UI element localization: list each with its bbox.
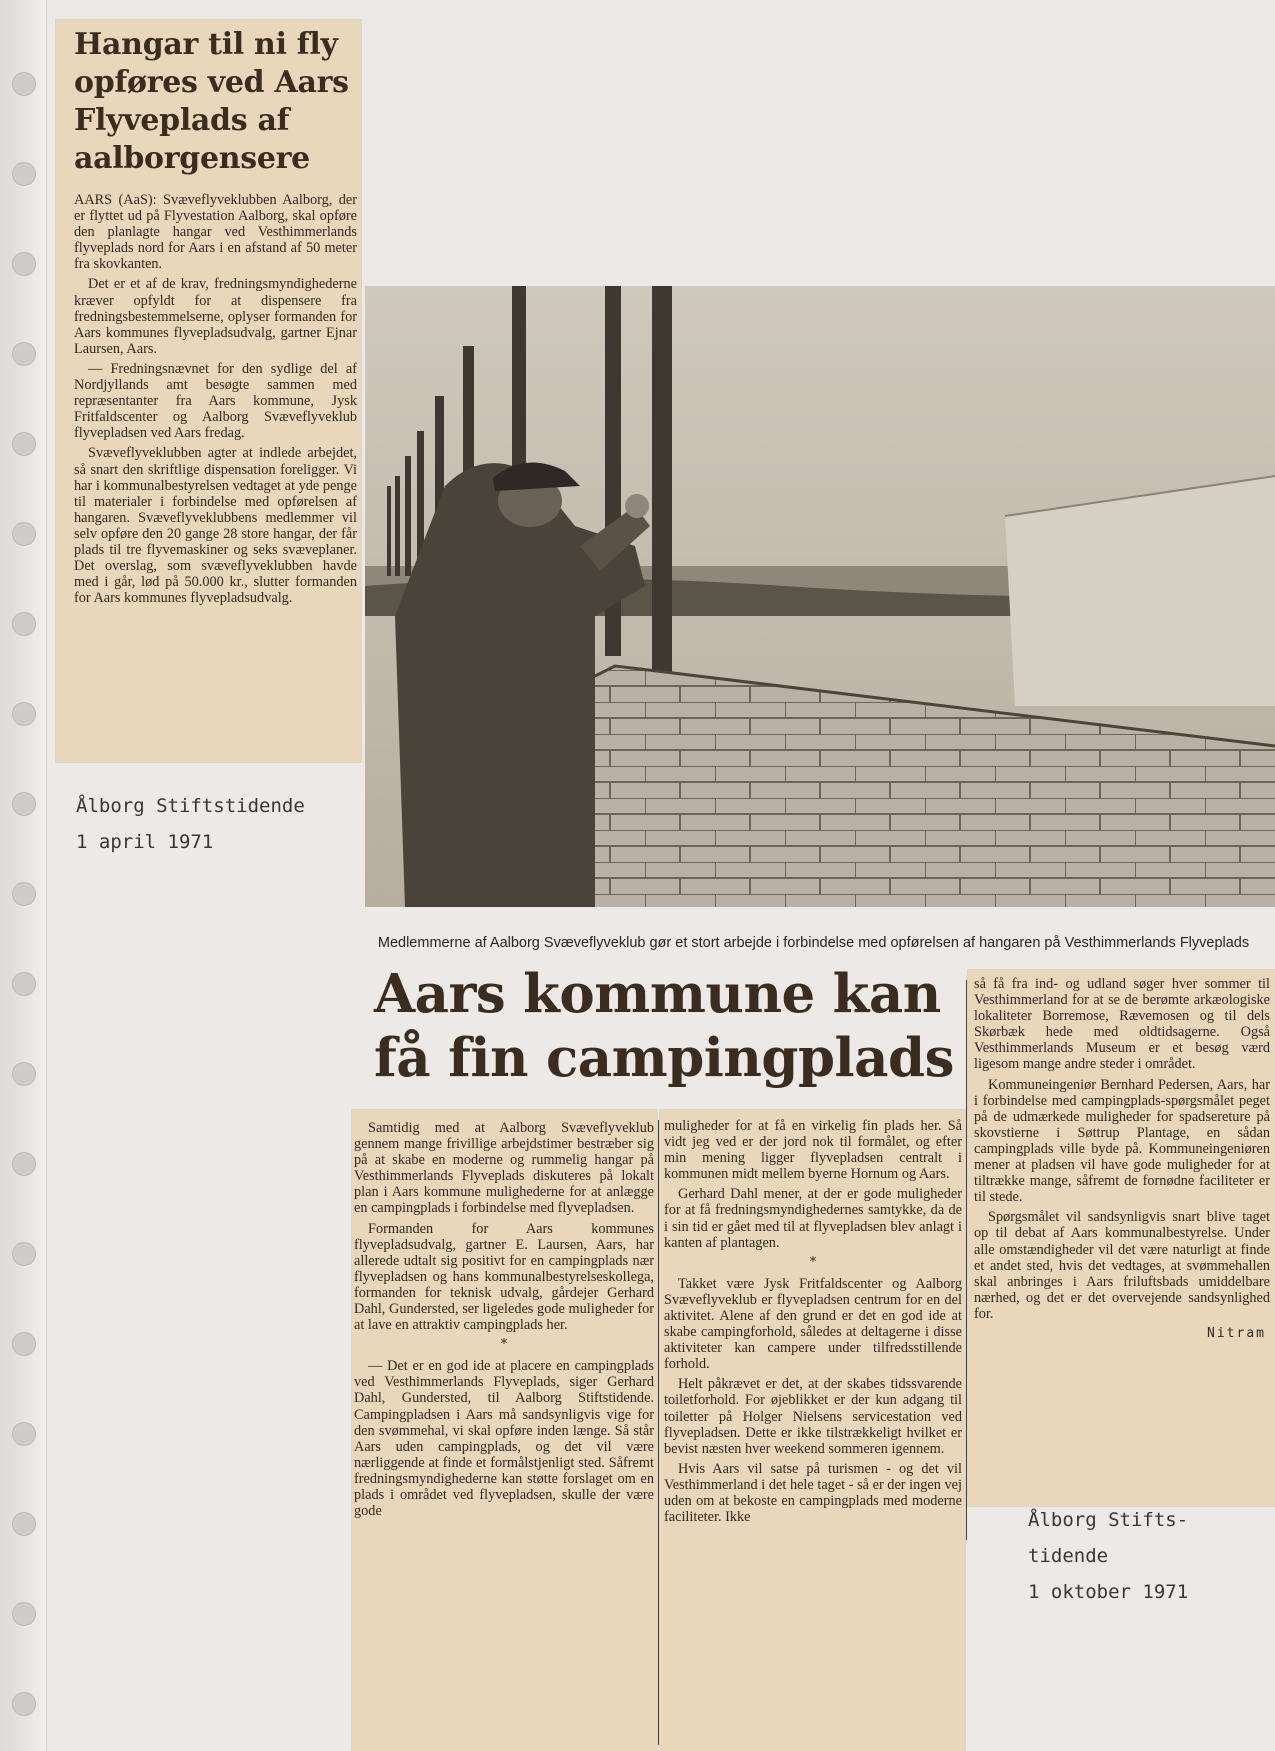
punch-hole xyxy=(12,1602,36,1626)
punch-hole xyxy=(12,342,36,366)
source-note-april xyxy=(76,788,305,860)
column-rule xyxy=(966,980,967,1540)
source-note-date: 1 oktober 1971 xyxy=(1028,1581,1189,1603)
punch-hole xyxy=(12,1512,36,1536)
article-hangar-body xyxy=(74,192,357,610)
article-camping-paragraph: så få fra ind- og udland søger hver sommer til Vesthimmerland for at se de berømte arkæologiske lokaliteter Borremose, Rævemosen og til dels Skørbæk hede med oldtidsagerne. Også Vesthimmerlands Museum er et besøg værd ligesom mange andre steder i området. xyxy=(974,976,1270,1073)
article-camping-column-3 xyxy=(968,970,1275,1506)
punch-hole xyxy=(12,1332,36,1356)
punch-hole xyxy=(12,792,36,816)
article-camping-paragraph: Kommuneingeniør Bernhard Pedersen, Aars, har i forbindelse med campingplads-spørgsmålet peget på de udmærkede muligheder for spadsereture på skovstierne i Søttrup Plantage, en sådan campingplads ville byde på. Kommuneingeniøren mener at pladsen vil have gode muligheder for at tiltrække mange, såfremt de fornødne faciliteter er til stede. xyxy=(974,1076,1270,1206)
article-camping-headline-line: få fin campingplads xyxy=(374,1027,954,1089)
source-note-newspaper: Ålborg Stifts- xyxy=(1028,1509,1189,1531)
author-signature: Nitram xyxy=(1207,1325,1266,1341)
article-camping-paragraph: Spørgsmålet vil sandsynligvis snart blive taget op til debat af Aars kommunalbestyrelse. Under alle omstændigheder vil det være naturligt at finde et andet sted, hvis det vedtages, at svømmehallen skal anbringes i Aars friluftsbads umiddelbare nærhed, og det er det overvejende sandsynlighed for. xyxy=(974,1209,1270,1322)
construction-photo xyxy=(365,286,1275,907)
article-hangar-paragraph: Det er et af de krav, fredningsmyndighederne kræver opfyldt for at dispensere fra fredningsbestemmelserne, oplyser formanden for Aars kommunes flyvepladsudvalg, gartner Ejnar Laursen, Aars. xyxy=(74,276,357,357)
punch-hole xyxy=(12,1692,36,1716)
article-camping-paragraph: muligheder for at få en virkelig fin plads her. Så vidt jeg ved er der jord nok til formålet, og efter min mening ligger flyvepladsen centralt i kommunen midt mellem byerne Hornum og Aars. xyxy=(664,1118,962,1183)
article-hangar-clipping xyxy=(56,20,361,762)
section-star: * xyxy=(500,1337,508,1353)
article-camping-paragraph: Hvis Aars vil satse på turismen - og det vil Vesthimmerland i det hele taget - så er der ingen vej uden om at bekoste en campingplads med moderne faciliteter. Ikke xyxy=(664,1460,962,1526)
article-camping-paragraph: Helt påkrævet er det, at der skabes tidssvarende toiletforhold. For øjeblikket er der kun adgang til toiletter på Holger Nielsens servicestation ved flyvepladsen. Dette er ikke tilstrækkeligt hvilket er bevist næsten hver weekend sommeren igennem. xyxy=(664,1376,962,1457)
punch-hole xyxy=(12,882,36,906)
photo-caption: Medlemmerne af Aalborg Svæveflyveklub gør et stort arbejde i forbindelse med opførelsen af hangaren på Vesthimmerlands Flyveplads xyxy=(377,934,1250,951)
punch-hole xyxy=(12,972,36,996)
punch-hole xyxy=(12,162,36,186)
punch-hole xyxy=(12,72,36,96)
source-note-october xyxy=(1028,1502,1188,1610)
article-hangar-headline: Hangar til ni fly opføres ved Aars Flyveplads af aalborgensere xyxy=(74,27,349,176)
column-rule xyxy=(658,1120,659,1745)
punch-hole xyxy=(12,522,36,546)
article-hangar-paragraph: AARS (AaS): Svæveflyveklubben Aalborg, der er flyttet ud på Flyvestation Aalborg, skal opføre den planlagte hangar ved Vesthimmerlands flyveplads nord for Aars i en afstand af 50 meter fra skovkanten. xyxy=(74,192,357,273)
source-note-newspaper: tidende xyxy=(1028,1545,1109,1567)
punch-hole xyxy=(12,1422,36,1446)
article-camping-headline-line: Aars kommune kan xyxy=(374,963,941,1025)
article-camping-paragraph: Gerhard Dahl mener, at der er gode muligheder for at få fredningsmyndighedernes samtykke, da de i sin tid er gået med til at flyvepladsen blev anlagt i kanten af plantagen. xyxy=(664,1186,962,1251)
punch-hole xyxy=(12,252,36,276)
article-camping-headline xyxy=(352,962,972,1090)
punch-hole xyxy=(12,1062,36,1086)
punch-hole xyxy=(12,1152,36,1176)
article-camping-paragraph: Takket være Jysk Fritfaldscenter og Aalborg Svæveflyveklub er flyvepladsen centrum for en del aktivitet. Alene af den grund er det en god ide at skabe campingforhold, således at deltagerne i disse aktiviteter kan campere under tilfredsstillende forhold. xyxy=(664,1275,962,1373)
source-note-date: 1 april 1971 xyxy=(76,831,214,853)
article-camping-paragraph: — Det er en god ide at placere en campingplads ved Vesthimmerlands Flyveplads, siger Gerhard Dahl, Gundersted, til Aalborg Stiftstidende. Campingpladsen i Aars må sandsynligvis vige for den svømmehal, vi skal opføre inden længe. Så står Aars uden campingplads, og det vil være nærliggende at finde et formålstjenligt sted. Såfremt fredningsmyndighederne kan støtte forslaget om en plads i området ved flyvepladsen, skulle der være gode xyxy=(354,1358,654,1520)
article-camping-paragraph: Samtidig med at Aalborg Svæveflyveklub gennem mange frivillige arbejdstimer bestræber sig på at skabe en moderne og rummelig hangar på Vesthimmerlands Flyveplads diskuteres på lokalt plan i Aars kommune mulighederne for at anlægge en campingplads i forbindelse med flyvepladsen. xyxy=(354,1120,654,1217)
section-star: * xyxy=(809,1254,817,1270)
punch-hole xyxy=(12,1242,36,1266)
punch-hole xyxy=(12,432,36,456)
punch-hole xyxy=(12,702,36,726)
article-hangar-paragraph: — Fredningsnævnet for den sydlige del af Nordjyllands amt besøgte sammen med repræsentanter fra Aars kommune, Jysk Fritfaldscenter og Aalborg Svæveflyveklub flyvepladsen ved Aars fredag. xyxy=(74,360,357,442)
article-camping-column-1 xyxy=(352,1110,657,1751)
article-camping-column-2 xyxy=(660,1110,965,1751)
source-note-newspaper: Ålborg Stiftstidende xyxy=(76,795,305,817)
article-hangar-paragraph: Svæveflyveklubben agter at indlede arbejdet, så snart den skriftlige dispensation foreligger. Vi har i kommunalbestyrelsen vedtaget at yde penge til materialer i forbindelse med opførelsen af hangaren. Svæveflyveklubbens medlemmer vil selv opføre den 20 gange 28 store hangar, der får plads til tre flyvemaskiner og seks svæveplaner. Det overslag, som svæveflyveklubben havde med i går, lød på 50.000 kr., slutter formanden for Aars kommunes flyvepladsudvalg. xyxy=(74,445,357,607)
punch-hole xyxy=(12,612,36,636)
article-camping-paragraph: Formanden for Aars kommunes flyvepladsudvalg, gartner E. Laursen, Aars, har allerede udtalt sig positivt for en campingplads nær flyvepladsen og hans kommunalbestyrelseskollega, formanden for teknisk udvalg, gårdejer Gerhard Dahl, Gundersted, ser ligeledes gode muligheder for at lave en attraktiv campingplads her. xyxy=(354,1220,654,1334)
